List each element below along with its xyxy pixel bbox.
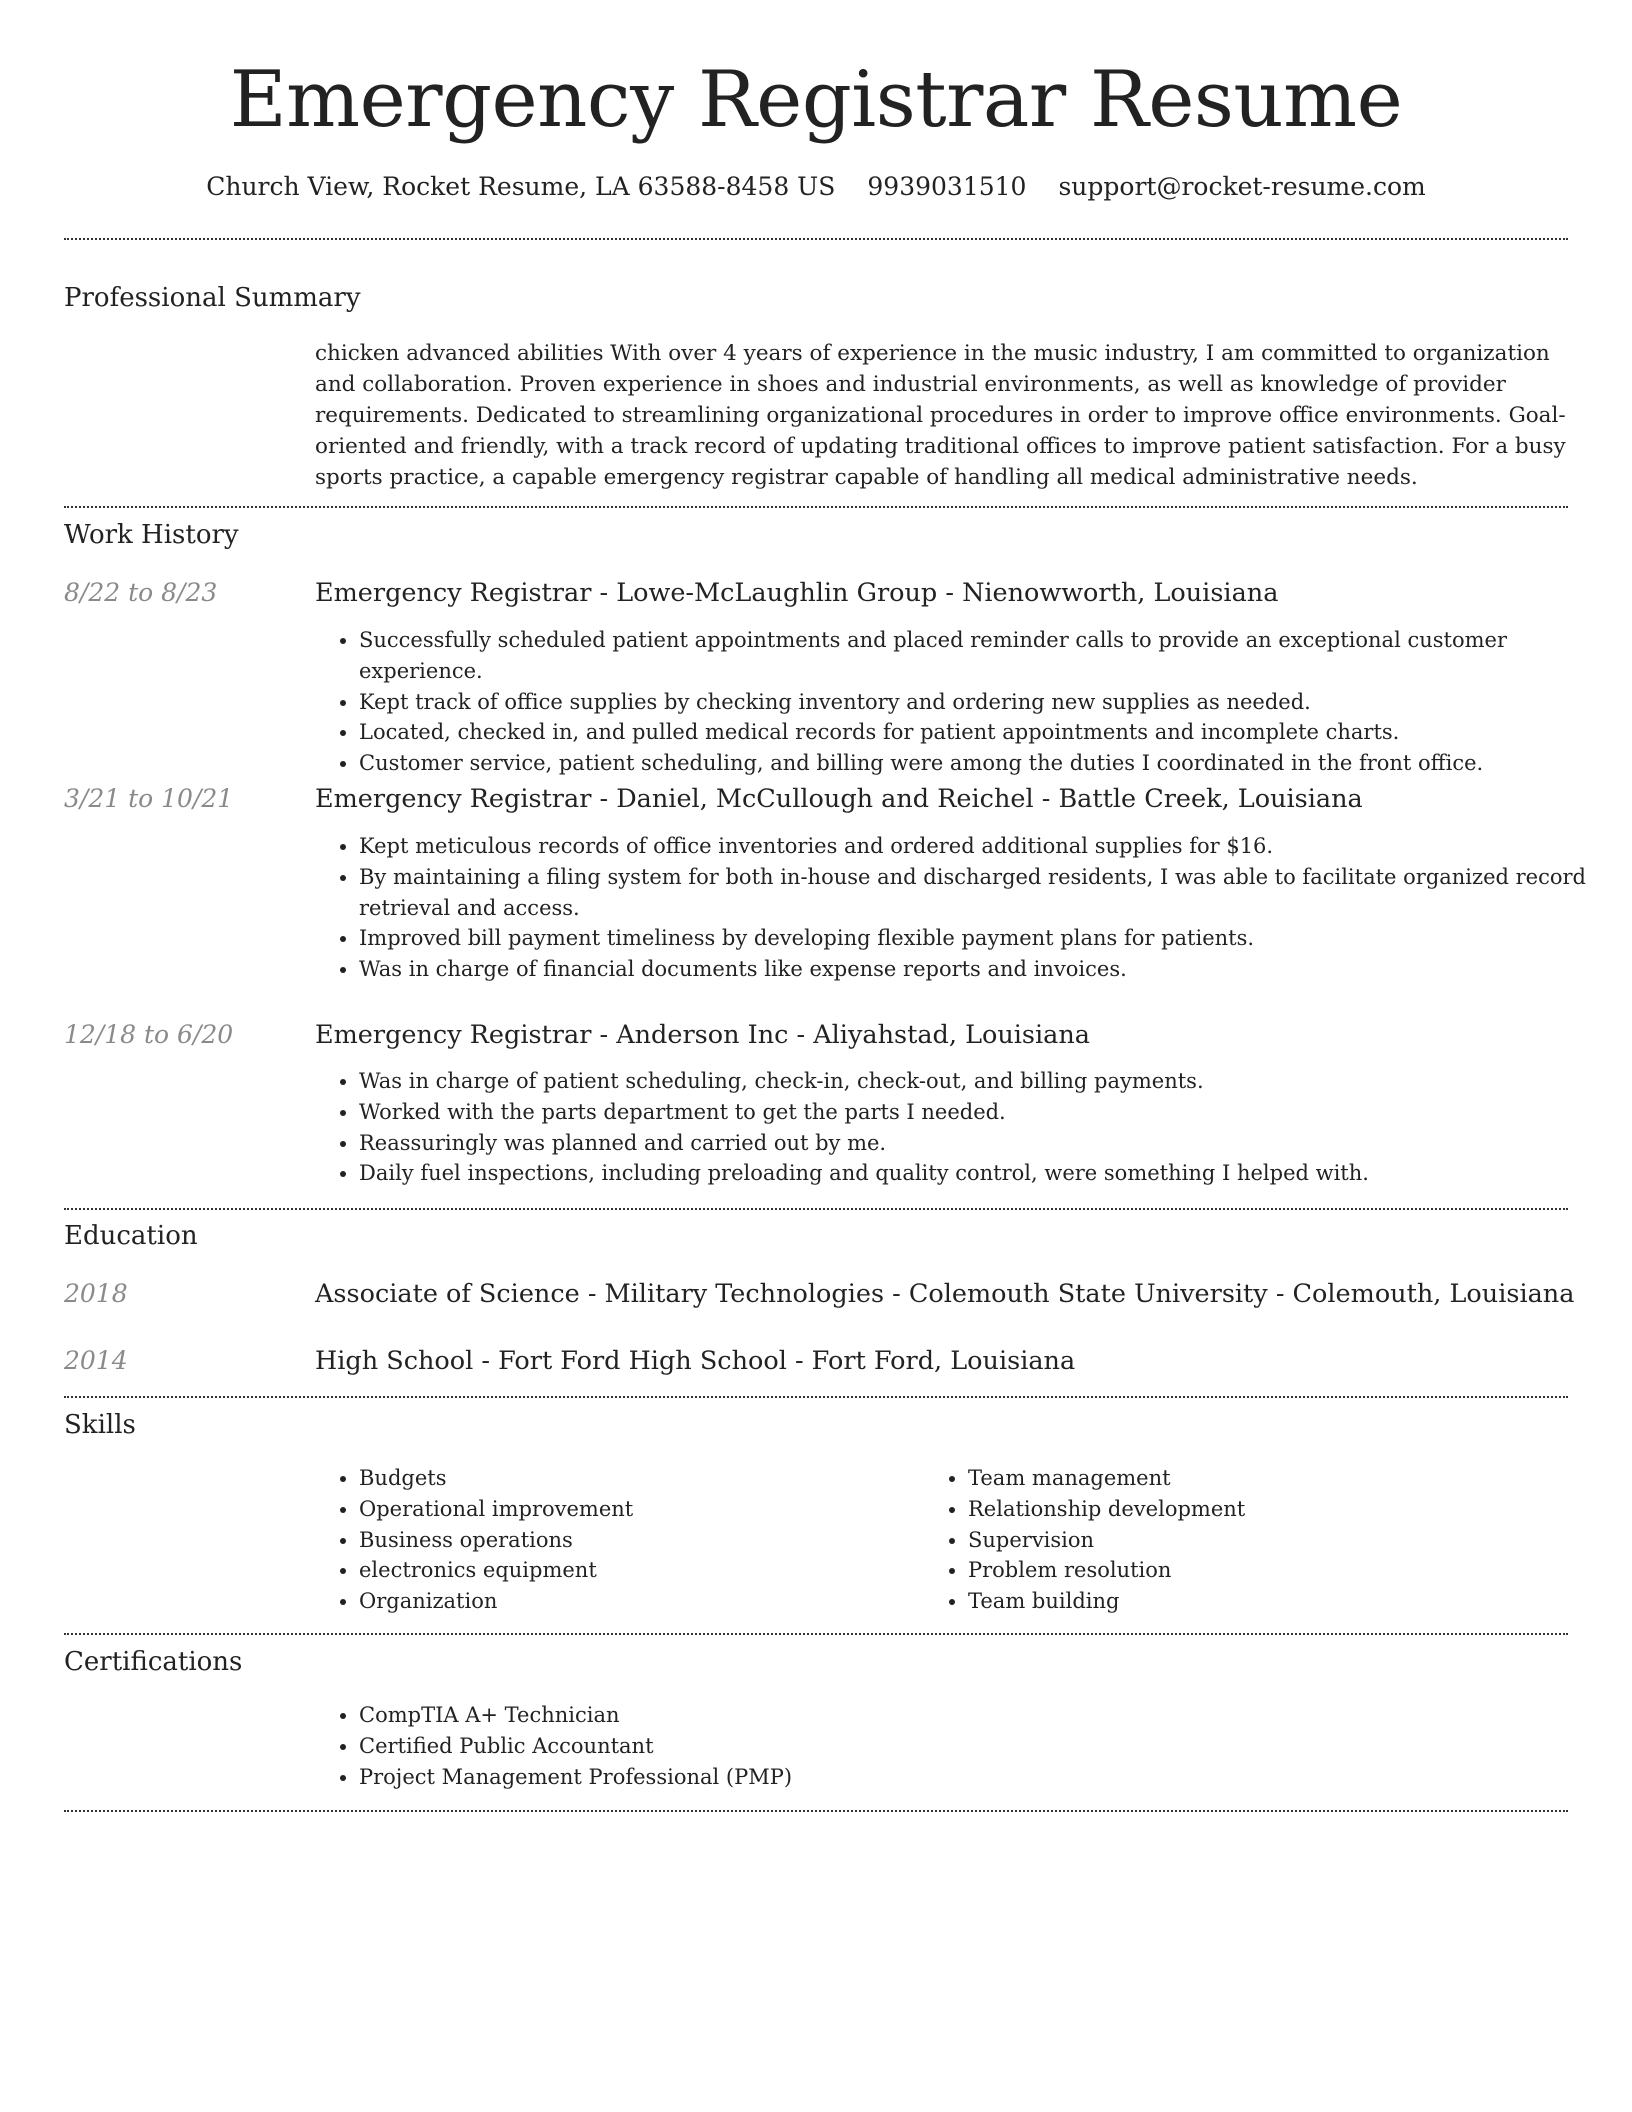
section-divider: [64, 506, 1568, 508]
skills-heading: Skills: [64, 1410, 136, 1440]
section-divider: [64, 1208, 1568, 1210]
job-dates: 3/21 to 10/21: [64, 784, 234, 813]
job-title: Emergency Registrar - Lowe-McLaughlin Group - Nienowworth, Louisiana: [315, 578, 1279, 608]
list-item: • Kept track of office supplies by checking inventory and ordering new supplies as needed.: [359, 687, 1612, 718]
education-title: High School - Fort Ford High School - Fort Ford, Louisiana: [315, 1346, 1076, 1376]
work-history-heading: Work History: [64, 520, 239, 550]
list-item: • Improved bill payment timeliness by developing flexible payment plans for patients.: [359, 923, 1612, 954]
list-item: • Operational improvement: [359, 1494, 1612, 1525]
section-divider: [64, 1633, 1568, 1635]
summary-text: chicken advanced abilities With over 4 years of experience in the music industry, I am committed to organization and collaboration. Proven experience in shoes and industrial environments, as well as knowledge of provider requirements. Dedicated to streamlining organizational procedures in order to improve office environments. Goal-oriented and friendly, with a track record of updating traditional offices to improve patient satisfaction. For a busy sports practice, a capable emergency registrar capable of handling all medical administrative needs.: [315, 341, 1566, 490]
list-item: • Organization: [359, 1586, 1612, 1617]
certifications-list: [315, 1700, 1612, 1792]
list-item: • Problem resolution: [968, 1555, 1632, 1586]
list-item: • Customer service, patient scheduling, and billing were among the duties I coordinated in the front office.: [359, 748, 1612, 779]
contact-line: [0, 170, 1632, 204]
list-item: • Reassuringly was planned and carried out by me.: [359, 1128, 1612, 1159]
education-heading: Education: [64, 1221, 198, 1251]
job-bullets: [315, 831, 1612, 985]
list-item: • Located, checked in, and pulled medical records for patient appointments and incomplete charts.: [359, 717, 1612, 748]
contact-phone: 9939031510: [867, 172, 1027, 201]
list-item: • Daily fuel inspections, including preloading and quality control, were something I helped with.: [359, 1158, 1612, 1189]
job-bullets: [315, 625, 1612, 779]
list-item: • electronics equipment: [359, 1555, 1612, 1586]
list-item: • Budgets: [359, 1463, 1612, 1494]
job-bullets: [315, 1066, 1612, 1189]
education-year: 2014: [64, 1346, 128, 1375]
certifications-heading: Certifications: [64, 1647, 243, 1677]
job-dates: 12/18 to 6/20: [64, 1020, 234, 1049]
list-item: • Business operations: [359, 1525, 1612, 1556]
list-item: • Kept meticulous records of office inventories and ordered additional supplies for $16.: [359, 831, 1612, 862]
list-item: • Was in charge of patient scheduling, check-in, check-out, and billing payments.: [359, 1066, 1612, 1097]
list-item: • Was in charge of financial documents like expense reports and invoices.: [359, 954, 1612, 985]
resume-title: Emergency Registrar Resume: [229, 55, 1403, 145]
list-item: • Successfully scheduled patient appointments and placed reminder calls to provide an exceptional customer experience.: [359, 625, 1612, 687]
list-item: • Team building: [968, 1586, 1632, 1617]
list-item: • CompTIA A+ Technician: [359, 1700, 1612, 1731]
list-item: • Supervision: [968, 1525, 1632, 1556]
list-item: • Certified Public Accountant: [359, 1731, 1612, 1762]
list-item: • Worked with the parts department to get the parts I needed.: [359, 1097, 1612, 1128]
list-item: • Team management: [968, 1463, 1632, 1494]
list-item: • Project Management Professional (PMP): [359, 1762, 1612, 1793]
contact-email: support@rocket-resume.com: [1058, 172, 1426, 201]
list-item: • Relationship development: [968, 1494, 1632, 1525]
summary-heading: Professional Summary: [64, 283, 361, 313]
resume-header: [0, 0, 1632, 204]
list-item: • By maintaining a filing system for both in-house and discharged residents, I was able to facilitate organized record retrieval and access.: [359, 862, 1612, 924]
skills-list-right: [924, 1463, 1632, 1617]
contact-address: Church View, Rocket Resume, LA 63588-8458 US: [206, 172, 836, 201]
job-title: Emergency Registrar - Daniel, McCullough and Reichel - Battle Creek, Louisiana: [315, 784, 1363, 814]
education-title: Associate of Science - Military Technologies - Colemouth State University - Colemouth, Louisiana: [315, 1279, 1575, 1309]
education-year: 2018: [64, 1279, 128, 1308]
section-divider: [64, 1396, 1568, 1398]
job-dates: 8/22 to 8/23: [64, 578, 218, 607]
section-divider: [64, 1810, 1568, 1812]
section-divider: [64, 238, 1568, 240]
job-title: Emergency Registrar - Anderson Inc - Aliyahstad, Louisiana: [315, 1020, 1090, 1050]
